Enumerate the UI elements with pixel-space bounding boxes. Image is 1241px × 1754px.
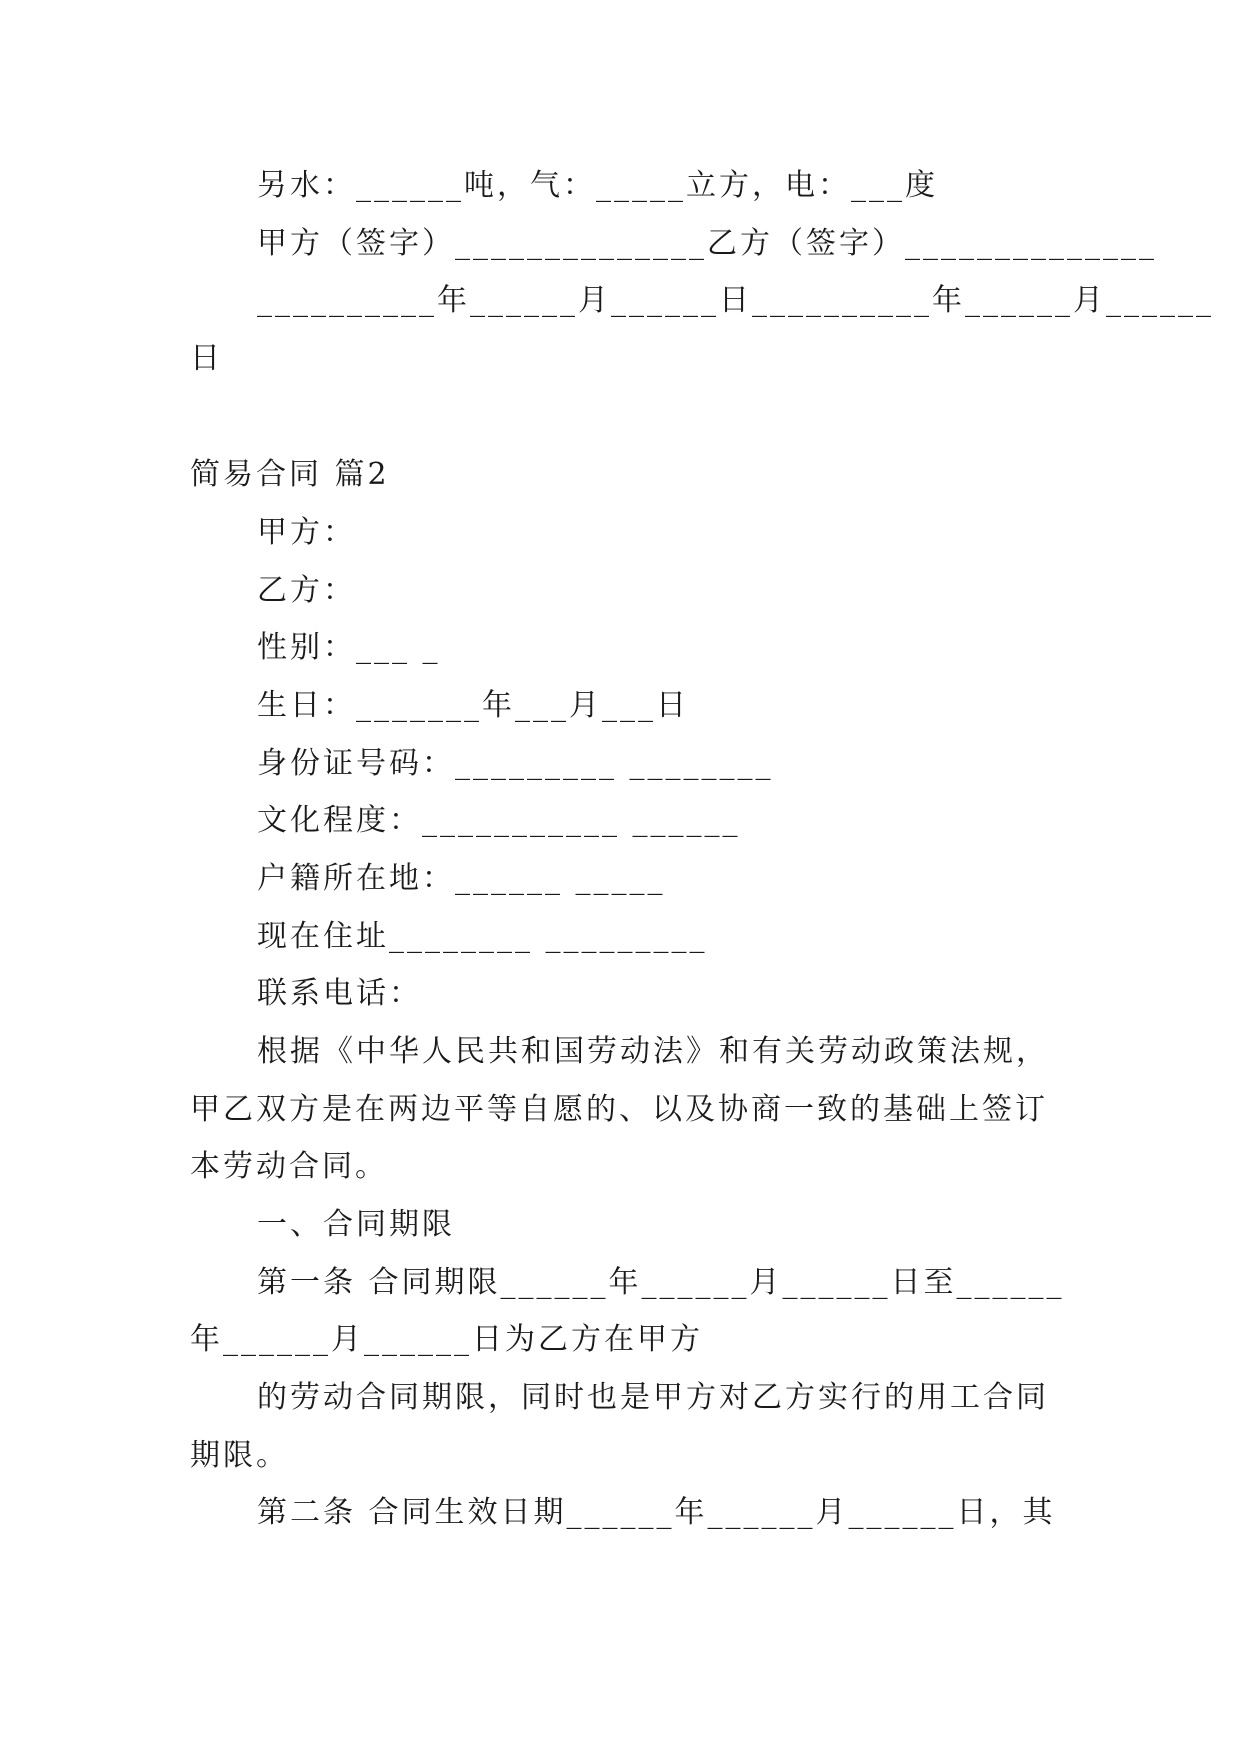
utilities-line: 另水：______吨，气：_____立方，电：___度 xyxy=(257,168,938,203)
date-line-continuation: 日 xyxy=(190,341,223,376)
id-number-field: 身份证号码：_________ ________ xyxy=(257,746,774,781)
article-1-line-2: 年______月______日为乙方在甲方 xyxy=(190,1322,703,1357)
party-b-field: 乙方： xyxy=(257,573,356,608)
date-line: __________年______月______日__________年______月______ xyxy=(257,283,1214,318)
current-address-field: 现在住址________ _________ xyxy=(257,919,708,954)
birthday-field: 生日：_______年___月___日 xyxy=(257,688,689,723)
preamble-line-3: 本劳动合同。 xyxy=(190,1149,388,1184)
household-registration-field: 户籍所在地：______ _____ xyxy=(257,861,666,896)
phone-field: 联系电话： xyxy=(257,976,422,1011)
article-2-line-1: 第二条 合同生效日期______年______月______日，其 xyxy=(257,1495,1056,1530)
preamble-line-2: 甲乙双方是在两边平等自愿的、以及协商一致的基础上签订 xyxy=(190,1092,1048,1127)
preamble-line-1: 根据《中华人民共和国劳动法》和有关劳动政策法规， xyxy=(257,1034,1049,1069)
section-title: 简易合同 篇2 xyxy=(190,457,390,492)
gender-field: 性别：___ _ xyxy=(257,630,441,665)
party-a-field: 甲方： xyxy=(257,515,356,550)
education-field: 文化程度：___________ ______ xyxy=(257,803,741,838)
article-1-line-4: 期限。 xyxy=(190,1438,289,1473)
article-1-line-3: 的劳动合同期限，同时也是甲方对乙方实行的用工合同 xyxy=(257,1380,1049,1415)
article-1-line-1: 第一条 合同期限______年______月______日至______ xyxy=(257,1265,1065,1300)
signature-line: 甲方（签字）______________乙方（签字）______________ xyxy=(257,226,1157,261)
chapter-heading: 一、合同期限 xyxy=(257,1207,455,1242)
